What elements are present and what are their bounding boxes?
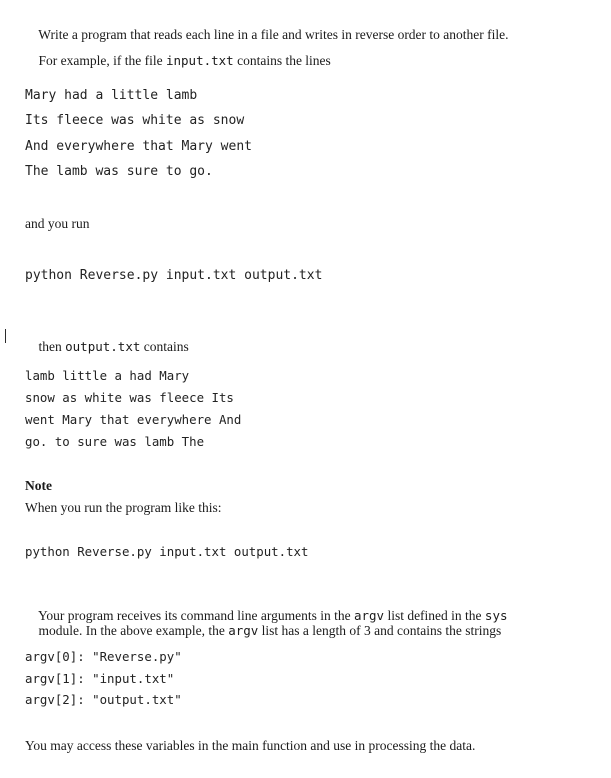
and-you-run-text: and you run [25,216,90,231]
inline-code-sys: sys [484,608,508,623]
output-line: lamb little a had Mary [25,368,190,383]
note-command-line: python Reverse.py input.txt output.txt [25,544,309,559]
intro-text-suffix: contains the lines [233,53,331,68]
then-output-line [25,320,189,374]
contains-text: contains [140,339,189,354]
inline-code-argv: argv [228,623,259,638]
para-text: list defined in the [384,608,485,623]
input-line: Mary had a little lamb [25,88,198,103]
inline-code-argv: argv [353,608,385,623]
input-line: Its fleece was white as snow [25,113,245,128]
output-line: went Mary that everywhere And [25,412,242,427]
inline-code-output-filename: output.txt [65,339,141,354]
output-line: go. to sure was lamb The [25,434,205,449]
output-line: snow as white was fleece Its [25,390,234,405]
left-margin-marker [5,329,6,343]
input-line: The lamb was sure to go. [25,164,213,179]
argv-line: argv[1]: "input.txt" [25,671,175,686]
para-text: list has a length of 3 and contains the strings [258,623,502,638]
intro-text: Write a program that reads each line in a file and writes in reverse order to another file. [38,27,509,42]
para-text: Your program receives its command line arguments in the [38,608,354,623]
inline-code-input-filename: input.txt [165,53,234,68]
input-line: And everywhere that Mary went [25,139,252,154]
note-intro: When you run the program like this: [25,500,222,515]
argv-line: argv[2]: "output.txt" [25,692,182,707]
argv-line: argv[0]: "Reverse.py" [25,649,182,664]
then-text: then [38,339,66,354]
command-line: python Reverse.py input.txt output.txt [25,268,323,283]
closing-text: You may access these variables in the main function and use in processing the data. [25,738,476,753]
intro-text-prefix: For example, if the file [38,53,166,68]
note-heading: Note [25,478,52,493]
para-text: module. In the above example, the [38,623,229,638]
intro-line-2 [25,34,331,88]
